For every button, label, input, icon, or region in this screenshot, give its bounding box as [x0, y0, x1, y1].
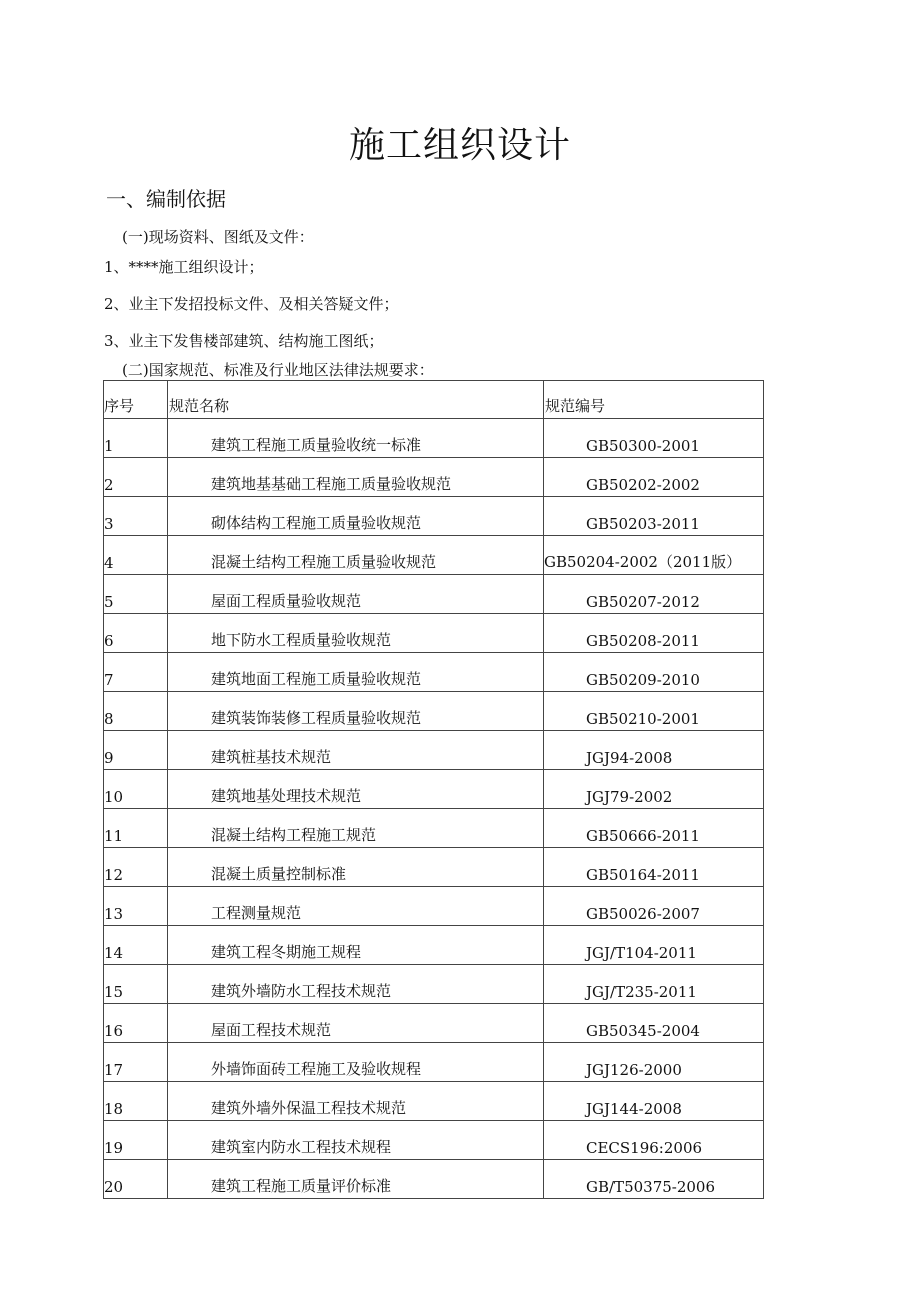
table-row [104, 1004, 764, 1043]
row-name [168, 731, 544, 770]
table-row [104, 1160, 764, 1199]
row-code [544, 770, 764, 809]
row-no: 15 [104, 965, 168, 1004]
row-name-text: 混凝土结构工程施工规范 [211, 826, 377, 844]
row-name [168, 419, 544, 458]
table-row [104, 1082, 764, 1121]
row-no: 19 [104, 1121, 168, 1160]
row-name-text: 建筑室内防水工程技术规程 [211, 1138, 392, 1156]
row-code [544, 1043, 764, 1082]
table-row [104, 1121, 764, 1160]
row-code [544, 965, 764, 1004]
table-row [104, 926, 764, 965]
row-name [168, 1004, 544, 1043]
row-code-text: GB50207-2012 [586, 593, 700, 611]
row-no: 6 [104, 614, 168, 653]
table-row [104, 965, 764, 1004]
row-no: 5 [104, 575, 168, 614]
row-no: 13 [104, 887, 168, 926]
row-no: 4 [104, 536, 168, 575]
row-name [168, 887, 544, 926]
row-code [544, 653, 764, 692]
table-row [104, 848, 764, 887]
row-code-text: GB50210-2001 [586, 710, 700, 728]
row-name-text: 建筑地基处理技术规范 [211, 787, 362, 805]
table-row [104, 1043, 764, 1082]
page-title: 施工组织设计 [348, 125, 571, 166]
header-name [168, 381, 544, 419]
row-code [544, 1121, 764, 1160]
row-no: 7 [104, 653, 168, 692]
row-code-text: GB50026-2007 [586, 905, 700, 923]
row-code-text: GB50204-2002（2011版） [544, 553, 742, 571]
subsection-site-documents: (一)现场资料、图纸及文件： [122, 228, 314, 246]
row-name-text: 建筑外墙外保温工程技术规范 [211, 1099, 407, 1117]
row-name-text: 建筑工程施工质量评价标准 [211, 1177, 392, 1195]
row-no: 1 [104, 419, 168, 458]
row-no: 18 [104, 1082, 168, 1121]
row-name [168, 497, 544, 536]
table-row [104, 809, 764, 848]
row-name-text: 砌体结构工程施工质量验收规范 [211, 514, 422, 532]
table-row [104, 887, 764, 926]
row-name [168, 536, 544, 575]
row-name-text: 工程测量规范 [211, 904, 302, 922]
row-name-text: 建筑装饰装修工程质量验收规范 [211, 709, 422, 727]
row-code [544, 1082, 764, 1121]
subsection-national-standards: (二)国家规范、标准及行业地区法律法规要求： [122, 361, 434, 379]
row-code-text: JGJ/T104-2011 [586, 944, 697, 962]
row-name [168, 458, 544, 497]
row-code-text: JGJ79-2002 [586, 788, 673, 806]
row-code-text: JGJ144-2008 [586, 1100, 682, 1118]
row-name-text: 建筑桩基技术规范 [211, 748, 332, 766]
row-name-text: 地下防水工程质量验收规范 [211, 631, 392, 649]
table-row [104, 575, 764, 614]
table-row [104, 731, 764, 770]
row-name-text: 外墙饰面砖工程施工及验收规程 [211, 1060, 422, 1078]
table-header-row [104, 381, 764, 419]
row-no: 9 [104, 731, 168, 770]
row-code [544, 419, 764, 458]
row-name [168, 1160, 544, 1199]
row-code-text: JGJ126-2000 [586, 1061, 682, 1079]
row-code-text: GB50666-2011 [586, 827, 700, 845]
row-name-text: 屋面工程技术规范 [211, 1021, 332, 1039]
row-name [168, 848, 544, 887]
standards-table [103, 380, 764, 1199]
row-name [168, 809, 544, 848]
row-no: 17 [104, 1043, 168, 1082]
row-name [168, 614, 544, 653]
row-code [544, 575, 764, 614]
table-row [104, 458, 764, 497]
table-row [104, 692, 764, 731]
row-name-text: 建筑地基基础工程施工质量验收规范 [211, 475, 452, 493]
row-code-text: JGJ/T235-2011 [586, 983, 697, 1001]
table-row [104, 536, 764, 575]
row-name-text: 屋面工程质量验收规范 [211, 592, 362, 610]
row-name-text: 建筑外墙防水工程技术规范 [211, 982, 392, 1000]
row-no: 2 [104, 458, 168, 497]
row-code [544, 848, 764, 887]
table-row [104, 770, 764, 809]
row-code-text: GB50209-2010 [586, 671, 700, 689]
row-code-text: GB50164-2011 [586, 866, 700, 884]
row-no: 20 [104, 1160, 168, 1199]
row-code [544, 1004, 764, 1043]
row-name [168, 653, 544, 692]
row-no: 11 [104, 809, 168, 848]
row-code [544, 497, 764, 536]
table-row [104, 419, 764, 458]
table-row [104, 497, 764, 536]
row-code [544, 926, 764, 965]
list-item: 3、业主下发售楼部建筑、结构施工图纸； [104, 332, 384, 350]
row-no: 14 [104, 926, 168, 965]
row-code [544, 809, 764, 848]
row-code [544, 458, 764, 497]
row-no: 12 [104, 848, 168, 887]
row-code-text: GB50345-2004 [586, 1022, 700, 1040]
header-no: 序号 [104, 381, 168, 419]
row-name [168, 965, 544, 1004]
row-code [544, 536, 764, 575]
row-code-text: JGJ94-2008 [586, 749, 673, 767]
table-row [104, 653, 764, 692]
section-heading: 一、编制依据 [106, 187, 226, 211]
row-name-text: 建筑工程冬期施工规程 [211, 943, 362, 961]
header-name-label: 规范名称 [169, 397, 230, 415]
row-name [168, 692, 544, 731]
row-no: 8 [104, 692, 168, 731]
row-code-text: GB/T50375-2006 [586, 1178, 716, 1196]
row-code [544, 887, 764, 926]
table-row [104, 614, 764, 653]
row-code [544, 692, 764, 731]
row-no: 10 [104, 770, 168, 809]
row-code [544, 731, 764, 770]
list-item: 2、业主下发招投标文件、及相关答疑文件； [104, 295, 399, 313]
list-item: 1、****施工组织设计； [104, 258, 264, 276]
row-code [544, 614, 764, 653]
row-name [168, 770, 544, 809]
header-code-label: 规范编号 [545, 397, 606, 415]
row-name-text: 混凝土质量控制标准 [211, 865, 347, 883]
row-code-text: GB50208-2011 [586, 632, 700, 650]
row-no: 3 [104, 497, 168, 536]
row-code-text: GB50202-2002 [586, 476, 700, 494]
row-name-text: 建筑地面工程施工质量验收规范 [211, 670, 422, 688]
row-name [168, 575, 544, 614]
header-code [544, 381, 764, 419]
row-code-text: CECS196:2006 [586, 1139, 703, 1157]
row-name [168, 1121, 544, 1160]
row-name [168, 1082, 544, 1121]
row-code [544, 1160, 764, 1199]
row-name-text: 建筑工程施工质量验收统一标准 [211, 436, 422, 454]
row-name-text: 混凝土结构工程施工质量验收规范 [211, 553, 437, 571]
row-no: 16 [104, 1004, 168, 1043]
row-name [168, 926, 544, 965]
row-code-text: GB50203-2011 [586, 515, 700, 533]
row-name [168, 1043, 544, 1082]
row-code-text: GB50300-2001 [586, 437, 700, 455]
